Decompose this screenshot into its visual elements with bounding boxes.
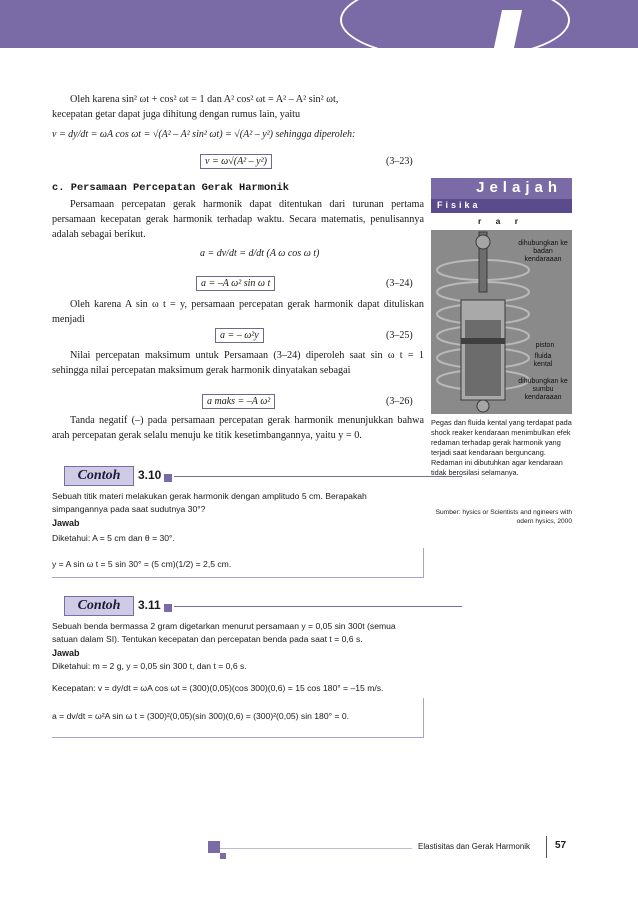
sidebar-source: Sumber: hysics or Scientists and ngineers with odern hysics, 2000 (435, 509, 572, 525)
example-3-11-acceleration: a = dv/dt = ω²A sin ω t = (300)²(0,05)(sin 300)(0,6) = (300)²(0,05) sin 180° = 0. (52, 711, 350, 721)
example-square-marker (164, 474, 172, 482)
example-3-11-velocity: Kecepatan: v = dy/dt = ωA cos ωt = (300)(0,05)(cos 300)(0,6) = 15 cos 180° = –15 m/s. (52, 683, 384, 693)
footer-divider (546, 836, 547, 858)
example-3-11-question: Sebuah benda bermassa 2 gram digetarkan menurut persamaan y = 0,05 sin 300t (semua satuan dalam SI). Tentukan kecepatan dan percepatan benda pada saat t = 0,6 s. (52, 621, 396, 644)
section-heading-c: c. Persamaan Percepatan Gerak Harmonik (52, 182, 289, 194)
top-banner (0, 0, 638, 48)
page-number: 57 (555, 840, 567, 851)
example-label: Contoh (64, 596, 134, 616)
example-rule (174, 606, 462, 607)
footer-rule (220, 848, 412, 849)
example-3-10-solution: y = A sin ω t = 5 sin 30° = (5 cm)(1/2) = 2,5 cm. (52, 559, 232, 569)
equation-number-3-26: (3–26) (386, 396, 413, 407)
label-connected-to-axle: dihubungkan ke sumbu kendaraaan (518, 378, 568, 401)
footer-square-small-decoration (220, 853, 226, 859)
equation-number-3-25: (3–25) (386, 330, 413, 341)
sidebar-subtitle-bar (431, 199, 572, 213)
acceleration-y-equation-box: a = – ω²y (215, 328, 264, 343)
example-number: 3.11 (138, 598, 161, 612)
sidebar-subtitle: Fisika (437, 200, 481, 210)
acceleration-equation-box: a = –A ω² sin ω t (196, 276, 275, 291)
example-3-11-known: Diketahui: m = 2 g, y = 0,05 sin 300 t, dan t = 0,6 s. (52, 661, 247, 671)
sidebar-caption: Pegas dan fluida kental yang terdapat pada shock reaker kendaraan menimbulkan efek redaman terhadap gerak harmonik yang terjadi saat kendaraan berguncang. Redaman ini dibutuhkan agar kendaraan tidak berosilasi selamanya. (431, 418, 572, 477)
max-acceleration-equation-box: a maks = –A ω² (202, 394, 275, 409)
acceleration-derivation: a = dv/dt = d/dt (A ω cos ω t) (200, 248, 320, 259)
label-piston: piston (535, 342, 555, 349)
section-c-paragraph-3: Nilai percepatan maksimum untuk Persamaan (3–24) diperoleh saat sin ω t = 1 sehingga nilai percepatan maksimum gerak harmonik dinyatakan sebagai (52, 350, 424, 376)
example-header-3-11 (52, 596, 424, 618)
example-3-11-answer-heading: Jawab (52, 648, 80, 658)
velocity-derivation: v = dy/dt = ωA cos ωt = √(A² – A² sin² ωt) = √(A² – y²) sehingga diperoleh: (52, 129, 356, 140)
example-header-3-10 (52, 466, 424, 488)
section-c-paragraph-4: Tanda negatif (–) pada persamaan percepatan gerak harmonik menunjukkan bahwa arah percepatan gerak selalu menuju ke titik kesetimbangannya, yaitu y = 0. (52, 415, 424, 441)
equation-number-3-24: (3–24) (386, 278, 413, 289)
velocity-equation-box: v = ω√(A² – y²) (200, 154, 272, 169)
example-3-10-known: Diketahui: A = 5 cm dan θ = 30°. (52, 533, 175, 543)
equation-number-3-23: (3–23) (386, 156, 413, 167)
example-3-10-answer-heading: Jawab (52, 518, 80, 528)
example-number: 3.10 (138, 468, 162, 482)
label-viscous-fluid: fluida kental (533, 353, 553, 368)
footer-square-decoration (208, 841, 220, 853)
example-label: Contoh (64, 466, 134, 486)
section-c-paragraph-2: Oleh karena A sin ω t = y, persamaan percepatan gerak harmonik dapat dituliskan menjadi (52, 299, 424, 325)
section-c-paragraph-1: Persamaan percepatan gerak harmonik dapat ditentukan dari turunan pertama persamaan kecepatan gerak harmonik terhadap waktu. Secara matematis, penulisannya adalah sebagai berikut. (52, 199, 424, 240)
example-rule (174, 476, 462, 477)
sidebar-title: Jelajah (476, 179, 562, 196)
example-3-10-question: Sebuah titik materi melakukan gerak harmonik dengan amplitudo 5 cm. Berapakah simpangannya pada saat sudutnya 30°? (52, 491, 367, 514)
label-connected-to-body: dihubungkan ke badan kendaraaan (518, 240, 568, 263)
example-square-marker (164, 604, 172, 612)
intro-line-2: kecepatan getar dapat juga dihitung dengan rumus lain, yaitu (52, 109, 301, 120)
sidebar-title-bar (431, 178, 572, 200)
intro-line-1: Oleh karena sin² ωt + cos² ωt = 1 dan A² cos² ωt = A² – A² sin² ωt, (70, 94, 339, 105)
footer-chapter-title: Elastisitas dan Gerak Harmonik (418, 842, 531, 851)
banner-curve-decoration (340, 0, 570, 60)
sidebar-topic: r a r (478, 216, 525, 226)
